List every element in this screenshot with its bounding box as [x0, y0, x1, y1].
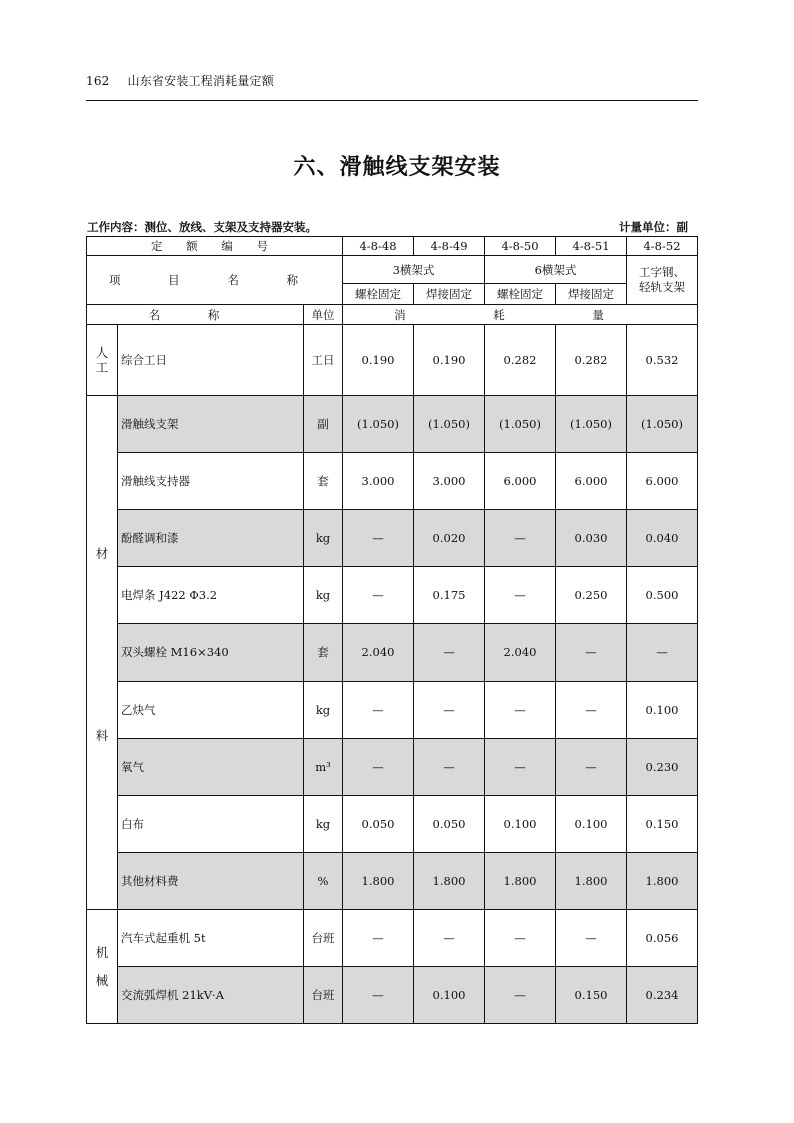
value-cell: (1.050) — [343, 396, 414, 453]
value-cell: — — [627, 624, 698, 681]
value-cell: — — [556, 624, 627, 681]
value-cell: 2.040 — [485, 624, 556, 681]
value-cell: 6.000 — [627, 453, 698, 510]
value-cell: 1.800 — [485, 852, 556, 909]
material-row — [87, 738, 698, 795]
material-row — [87, 795, 698, 852]
value-cell: — — [485, 967, 556, 1024]
value-cell: 0.532 — [627, 325, 698, 396]
value-cell: — — [485, 738, 556, 795]
material-row — [87, 567, 698, 624]
value-cell: 2.040 — [343, 624, 414, 681]
value-cell: 0.100 — [556, 795, 627, 852]
value-cell: 0.030 — [556, 510, 627, 567]
material-row — [87, 681, 698, 738]
value-cell: — — [343, 567, 414, 624]
value-cell: — — [485, 567, 556, 624]
category-material: 材 料 — [87, 396, 118, 910]
value-cell: 0.500 — [627, 567, 698, 624]
unit-note: 计量单位：副 — [619, 220, 688, 234]
item-name: 滑触线支架 — [118, 396, 304, 453]
value-cell: — — [485, 910, 556, 967]
item-name: 滑触线支持器 — [118, 453, 304, 510]
value-cell: 0.250 — [556, 567, 627, 624]
group-row — [87, 256, 698, 284]
group-header: 6横架式 — [485, 256, 627, 284]
value-cell: 0.100 — [627, 681, 698, 738]
item-unit: m³ — [304, 738, 343, 795]
value-cell: 6.000 — [485, 453, 556, 510]
value-cell: 0.100 — [414, 967, 485, 1024]
code-row — [87, 237, 698, 256]
page-title: 六、滑触线支架安装 — [293, 155, 501, 180]
item-unit: % — [304, 852, 343, 909]
category-labor — [87, 325, 118, 396]
machine-row — [87, 910, 698, 967]
item-name: 双头螺栓 M16×340 — [118, 624, 304, 681]
item-unit: kg — [304, 510, 343, 567]
value-cell: (1.050) — [485, 396, 556, 453]
item-name: 综合工日 — [118, 325, 304, 396]
value-cell: 0.056 — [627, 910, 698, 967]
code-cell: 4-8-51 — [556, 237, 627, 256]
header-rule — [86, 100, 698, 101]
value-cell: 0.050 — [414, 795, 485, 852]
col-consumption-header: 消 耗 量 — [343, 305, 698, 325]
col-unit-header: 单位 — [304, 305, 343, 325]
code-cell: 4-8-50 — [485, 237, 556, 256]
value-cell: — — [414, 910, 485, 967]
item-unit: kg — [304, 567, 343, 624]
code-cell: 4-8-49 — [414, 237, 485, 256]
item-unit: 套 — [304, 624, 343, 681]
value-cell: 0.100 — [485, 795, 556, 852]
work-content: 工作内容：测位、放线、支架及支持器安装。 — [87, 220, 317, 234]
running-header — [86, 72, 698, 89]
category-machine-label: 机 械 — [95, 944, 109, 988]
item-unit: 台班 — [304, 910, 343, 967]
value-cell: 0.150 — [627, 795, 698, 852]
category-labor-label: 人 工 — [95, 345, 109, 375]
value-cell: — — [485, 510, 556, 567]
quota-table — [86, 236, 698, 1024]
value-cell: 3.000 — [414, 453, 485, 510]
last-col-header: 工字钢、 轻轨支架 — [627, 256, 698, 305]
item-unit: 副 — [304, 396, 343, 453]
value-cell: 1.800 — [556, 852, 627, 909]
material-row — [87, 510, 698, 567]
item-unit: kg — [304, 795, 343, 852]
value-cell: — — [343, 681, 414, 738]
item-unit: 套 — [304, 453, 343, 510]
code-cell: 4-8-48 — [343, 237, 414, 256]
subtype-header: 焊接固定 — [414, 284, 485, 305]
value-cell: 6.000 — [556, 453, 627, 510]
value-cell: — — [414, 624, 485, 681]
material-row — [87, 624, 698, 681]
value-cell: 0.234 — [627, 967, 698, 1024]
column-header-row — [87, 305, 698, 325]
value-cell: — — [556, 681, 627, 738]
value-cell: — — [343, 738, 414, 795]
value-cell: 1.800 — [627, 852, 698, 909]
value-cell: (1.050) — [414, 396, 485, 453]
item-unit: 台班 — [304, 967, 343, 1024]
value-cell: 0.282 — [556, 325, 627, 396]
code-label: 定 额 编 号 — [87, 237, 343, 256]
value-cell: 0.150 — [556, 967, 627, 1024]
value-cell: 0.190 — [414, 325, 485, 396]
machine-row — [87, 967, 698, 1024]
item-unit: 工日 — [304, 325, 343, 396]
subtype-header: 焊接固定 — [556, 284, 627, 305]
item-name: 氧气 — [118, 738, 304, 795]
value-cell: — — [556, 738, 627, 795]
value-cell: 0.020 — [414, 510, 485, 567]
value-cell: (1.050) — [556, 396, 627, 453]
material-row — [87, 453, 698, 510]
material-row — [87, 852, 698, 909]
value-cell: 0.230 — [627, 738, 698, 795]
value-cell: — — [414, 681, 485, 738]
value-cell: 0.050 — [343, 795, 414, 852]
value-cell: 1.800 — [414, 852, 485, 909]
value-cell: 0.175 — [414, 567, 485, 624]
item-name: 酚醛调和漆 — [118, 510, 304, 567]
book-title: 山东省安装工程消耗量定额 — [127, 74, 274, 88]
value-cell: (1.050) — [627, 396, 698, 453]
code-cell: 4-8-52 — [627, 237, 698, 256]
value-cell: 0.040 — [627, 510, 698, 567]
item-name: 其他材料费 — [118, 852, 304, 909]
value-cell: — — [343, 510, 414, 567]
value-cell: 1.800 — [343, 852, 414, 909]
material-row — [87, 396, 698, 453]
labor-row — [87, 325, 698, 396]
item-name: 汽车式起重机 5t — [118, 910, 304, 967]
subtype-header: 螺栓固定 — [485, 284, 556, 305]
item-name: 白布 — [118, 795, 304, 852]
item-name-label: 项 目 名 称 — [87, 256, 343, 305]
item-name: 电焊条 J422 Φ3.2 — [118, 567, 304, 624]
value-cell: — — [343, 967, 414, 1024]
col-name-header: 名 称 — [87, 305, 304, 325]
value-cell: — — [556, 910, 627, 967]
value-cell: 3.000 — [343, 453, 414, 510]
value-cell: — — [485, 681, 556, 738]
item-name: 交流弧焊机 21kV·A — [118, 967, 304, 1024]
item-name: 乙炔气 — [118, 681, 304, 738]
page-number: 162 — [86, 74, 110, 88]
category-machine — [87, 910, 118, 1024]
value-cell: 0.282 — [485, 325, 556, 396]
value-cell: 0.190 — [343, 325, 414, 396]
value-cell: — — [343, 910, 414, 967]
value-cell: — — [414, 738, 485, 795]
group-header: 3横架式 — [343, 256, 485, 284]
subtype-header: 螺栓固定 — [343, 284, 414, 305]
item-unit: kg — [304, 681, 343, 738]
